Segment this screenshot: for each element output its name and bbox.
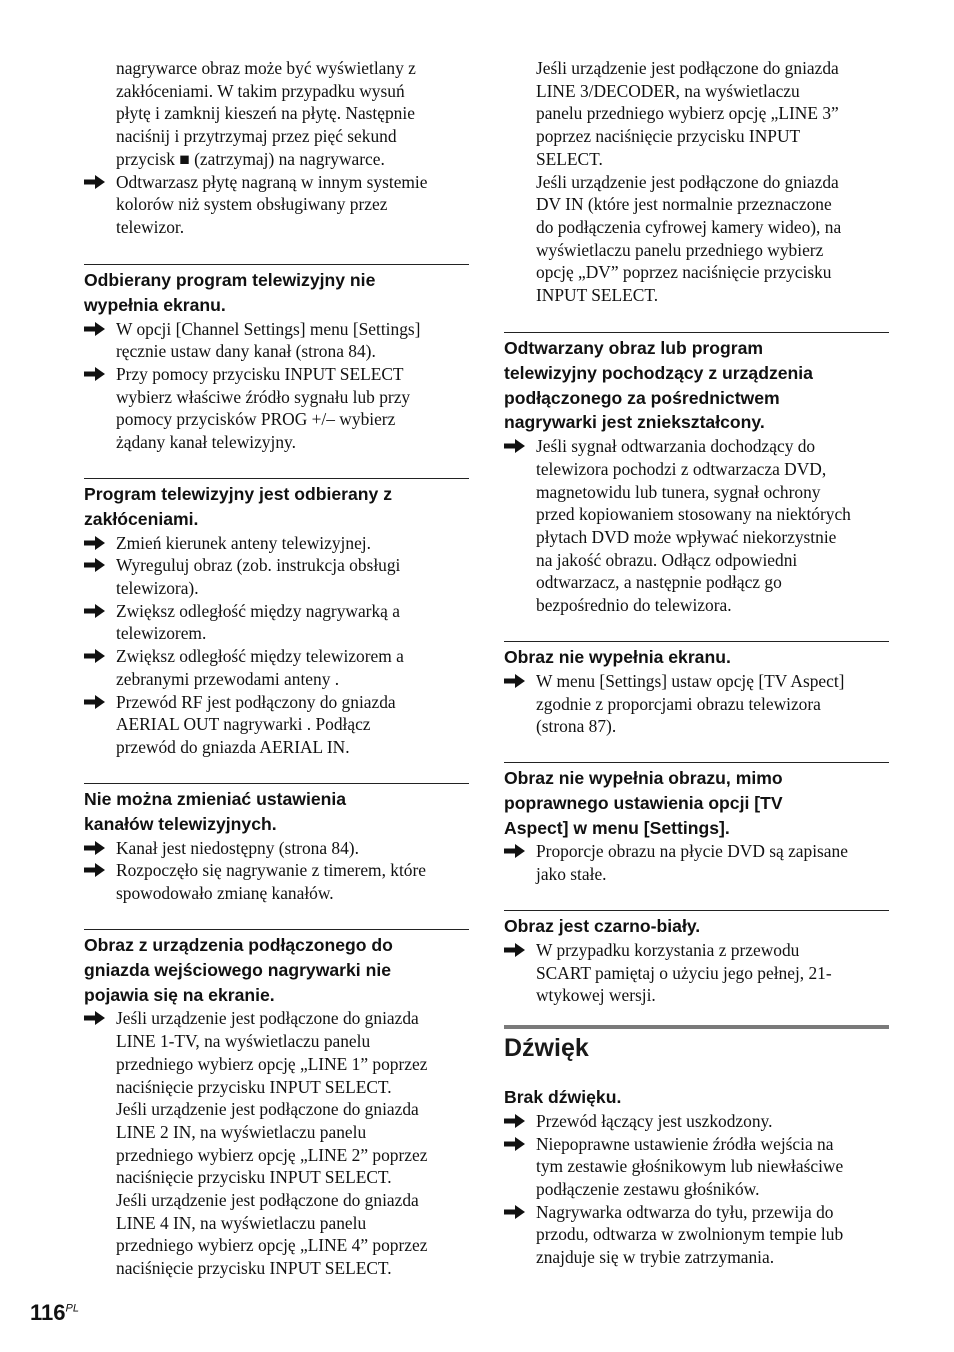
bullet-item: Proporcje obrazu na płycie DVD są zapisane jako stałe. xyxy=(504,840,889,885)
bullet-item: Zwiększ odległość między nagrywarką a telewizorem. xyxy=(84,600,469,645)
section-distorted xyxy=(504,332,889,617)
section-heading: Obraz nie wypełnia obrazu, mimo poprawnego ustawienia opcji [TV Aspect] w menu [Settings]. xyxy=(504,768,783,838)
arrow-icon xyxy=(504,438,526,454)
arrow-icon xyxy=(84,321,106,337)
section-heading: Odtwarzany obraz lub program telewizyjny pochodzący z urządzenia podłączonego za pośrednictwem nagrywarki jest zniekształcony. xyxy=(504,338,813,433)
bullet-item: W przypadku korzystania z przewodu SCART pamiętaj o użyciu jego pełnej, 21- wtykowej wersji. xyxy=(504,939,889,1007)
arrow-icon xyxy=(504,843,526,859)
bullet-item: Nagrywarka odtwarza do tyłu, przewija do przodu, odtwarza w zwolnionym tempie lub znajduje się w trybie zatrzymania. xyxy=(504,1201,889,1269)
arrow-icon xyxy=(504,942,526,958)
arrow-icon xyxy=(84,862,106,878)
bullet-item: Wyreguluj obraz (zob. instrukcja obsługi telewizora). xyxy=(84,554,469,599)
bullet-item: Rozpoczęło się nagrywanie z timerem, które spowodowało zmianę kanałów. xyxy=(84,859,469,904)
arrow-icon xyxy=(84,648,106,664)
section-heading: Obraz nie wypełnia ekranu. xyxy=(504,647,731,667)
bullet-item: Zwiększ odległość między telewizorem a zebranymi przewodami anteny . xyxy=(84,645,469,690)
bullet-item: Jeśli urządzenie jest podłączone do gniazda LINE 1-TV, na wyświetlaczu panelu przedniego wybierz opcję „LINE 1” poprzez naciśnięcie przycisku INPUT SELECT. Jeśli urządzenie jest podłączone do gniazda LINE 2 IN, na wyświetlaczu panelu przedniego wybierz opcję „LINE 2” poprzez naciśnięcie przycisku INPUT SELECT. Jeśli urządzenie jest podłączone do gniazda LINE 4 IN, na wyświetlaczu panelu przedniego wybierz opcję „LINE 4” poprzez naciśnięcie przycisku INPUT SELECT. xyxy=(84,1007,469,1279)
section-tv-not-fill xyxy=(84,264,469,454)
bullet-item: Przewód RF jest podłączony do gniazda AERIAL OUT nagrywarki . Podłącz przewód do gniazda AERIAL IN. xyxy=(84,691,469,759)
bullet-item: Niepoprawne ustawienie źródła wejścia na tym zestawie głośnikowym lub niewłaściwe podłączenie zestawu głośników. xyxy=(504,1133,889,1201)
section-heading: Obraz z urządzenia podłączonego do gniazda wejściowego nagrywarki nie pojawia się na ekranie. xyxy=(84,935,393,1005)
section-heading: Brak dźwięku. xyxy=(504,1087,622,1107)
page-number: $116^{PL}$ xyxy=(30,1300,79,1325)
section-black-white xyxy=(504,910,889,1007)
section-aspect xyxy=(504,762,889,886)
bullet-item: W menu [Settings] ustaw opcję [TV Aspect] zgodnie z proporcjami obrazu telewizora (strona 87). xyxy=(504,670,889,738)
arrow-icon xyxy=(504,673,526,689)
section-heading: Nie można zmieniać ustawienia kanałów telewizyjnych. xyxy=(84,789,347,834)
page-language-suffix: PL xyxy=(65,1302,79,1315)
bullet-item: Kanał jest niedostępny (strona 84). xyxy=(84,837,469,860)
section-input-no-picture xyxy=(84,929,469,1280)
arrow-icon xyxy=(84,603,106,619)
arrow-icon xyxy=(84,840,106,856)
intro-block xyxy=(84,57,469,239)
section-tv-noise xyxy=(84,478,469,759)
arrow-icon xyxy=(84,694,106,710)
arrow-icon xyxy=(504,1204,526,1220)
section-not-fill-screen xyxy=(504,641,889,738)
section-channels xyxy=(84,783,469,905)
bullet-item: Zmień kierunek anteny telewizyjnej. xyxy=(84,532,469,555)
section-heading: Odbierany program telewizyjny nie wypełnia ekranu. xyxy=(84,270,376,315)
arrow-icon xyxy=(504,1113,526,1129)
bullet-item: Jeśli sygnał odtwarzania dochodzący do telewizora pochodzi z odtwarzacza DVD, magnetowidu lub tunera, sygnał ochrony przed kopiowaniem stosowany na niektórych płytach DVD może wpływać niekorzystnie na jakość obrazu. Odłącz odpowiedni odtwarzacz, a następnie podłącz go bezpośrednio do telewizora. xyxy=(504,435,889,617)
intro-paragraph: nagrywarce obraz może być wyświetlany z zakłóceniami. W takim przypadku wysuń płytę i zamknij kieszeń na płytę. Następnie naciśnij i przytrzymaj przez pięć sekund przycisk ■ (zatrzymaj) na nagrywarce. xyxy=(116,58,416,169)
bullet-item: Odtwarzasz płytę nagraną w innym systemie kolorów niż system obsługiwany przez telewizor. xyxy=(84,171,469,239)
arrow-icon xyxy=(84,366,106,382)
arrow-icon xyxy=(84,174,106,190)
arrow-icon xyxy=(84,1010,106,1026)
continued-block xyxy=(504,57,889,307)
bullet-item: Przewód łączący jest uszkodzony. xyxy=(504,1110,889,1133)
arrow-icon xyxy=(84,535,106,551)
bullet-item: W opcji [Channel Settings] menu [Settings] ręcznie ustaw dany kanał (strona 84). xyxy=(84,318,469,363)
arrow-icon xyxy=(84,557,106,573)
bullet-item: Przy pomocy przycisku INPUT SELECT wybierz właściwe źródło sygnału lub przy pomocy przycisków PROG +/– wybierz żądany kanał telewizyjny. xyxy=(84,363,469,454)
section-title: Dźwięk xyxy=(504,1034,589,1062)
section-heading: Program telewizyjny jest odbierany z zakłóceniami. xyxy=(84,484,392,529)
arrow-icon xyxy=(504,1136,526,1152)
section-sound xyxy=(504,1025,889,1269)
continued-paragraph: Jeśli urządzenie jest podłączone do gniazda LINE 3/DECODER, na wyświetlaczu panelu przedniego wybierz opcję „LINE 3” poprzez naciśnięcie przycisku INPUT SELECT. Jeśli urządzenie jest podłączone do gniazda DV IN (które jest normalnie przeznaczone do podłączenia cyfrowej kamery wideo), na wyświetlaczu panelu przedniego wybierz opcję „DV” poprzez naciśnięcie przycisku INPUT SELECT. xyxy=(536,58,842,306)
section-heading: Obraz jest czarno-biały. xyxy=(504,916,701,936)
